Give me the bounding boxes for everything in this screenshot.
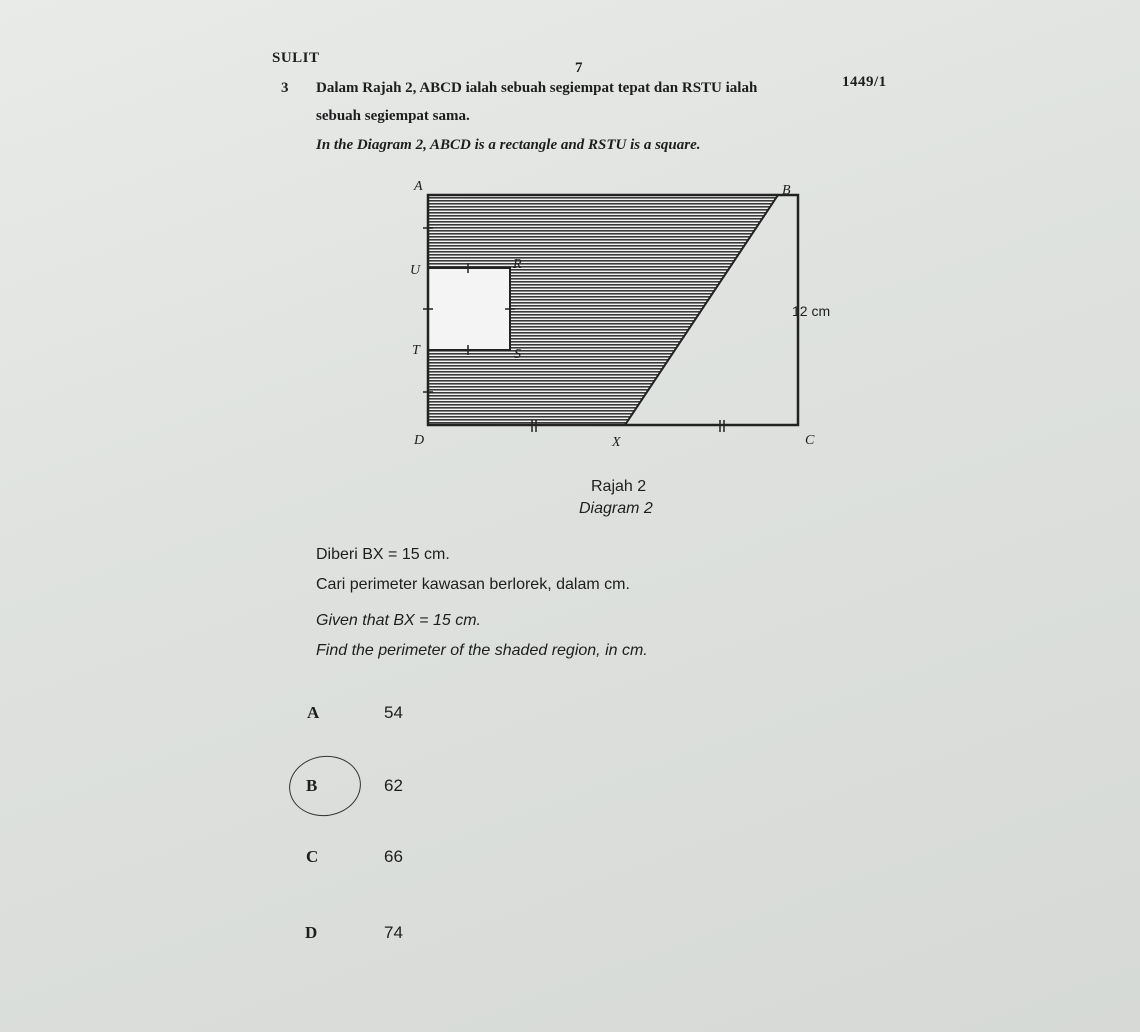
given-malay: Diberi BX = 15 cm. (316, 546, 450, 563)
question-number: 3 (281, 80, 289, 96)
task-english: Find the perimeter of the shaded region, in cm. (316, 642, 648, 659)
selected-answer-circle (285, 751, 365, 820)
question-malay-line1: Dalam Rajah 2, ABCD ialah sebuah segiempat tepat dan RSTU ialah (316, 80, 758, 96)
page-number: 7 (575, 60, 583, 76)
given-english: Given that BX = 15 cm. (316, 612, 481, 629)
label-s: S (514, 347, 521, 362)
label-d: D (414, 433, 425, 448)
square-rstu (428, 268, 510, 350)
label-12cm: 12 cm (792, 303, 830, 319)
option-d-value: 74 (384, 923, 403, 942)
label-u: U (410, 263, 421, 278)
option-b-letter[interactable]: B (306, 776, 318, 795)
option-c-letter[interactable]: C (306, 847, 319, 866)
rectangle-square-diagram (380, 170, 830, 450)
label-r: R (513, 257, 522, 272)
option-c-value: 66 (384, 847, 403, 866)
option-a-letter[interactable]: A (307, 703, 320, 722)
label-a: A (414, 179, 423, 194)
question-english: In the Diagram 2, ABCD is a rectangle and RSTU is a square. (316, 137, 701, 153)
caption-english: Diagram 2 (579, 500, 653, 517)
task-malay: Cari perimeter kawasan berlorek, dalam cm. (316, 576, 630, 593)
option-d-letter[interactable]: D (305, 923, 318, 942)
option-b-value: 62 (384, 776, 403, 795)
label-c: C (805, 433, 815, 448)
label-x: X (612, 435, 621, 450)
paper-code: 1449/1 (842, 74, 887, 90)
header-sulit: SULIT (272, 50, 320, 66)
caption-malay: Rajah 2 (591, 478, 647, 495)
question-malay-line2: sebuah segiempat sama. (316, 108, 470, 124)
label-b: B (782, 183, 791, 198)
label-t: T (412, 343, 420, 358)
option-a-value: 54 (384, 703, 403, 722)
